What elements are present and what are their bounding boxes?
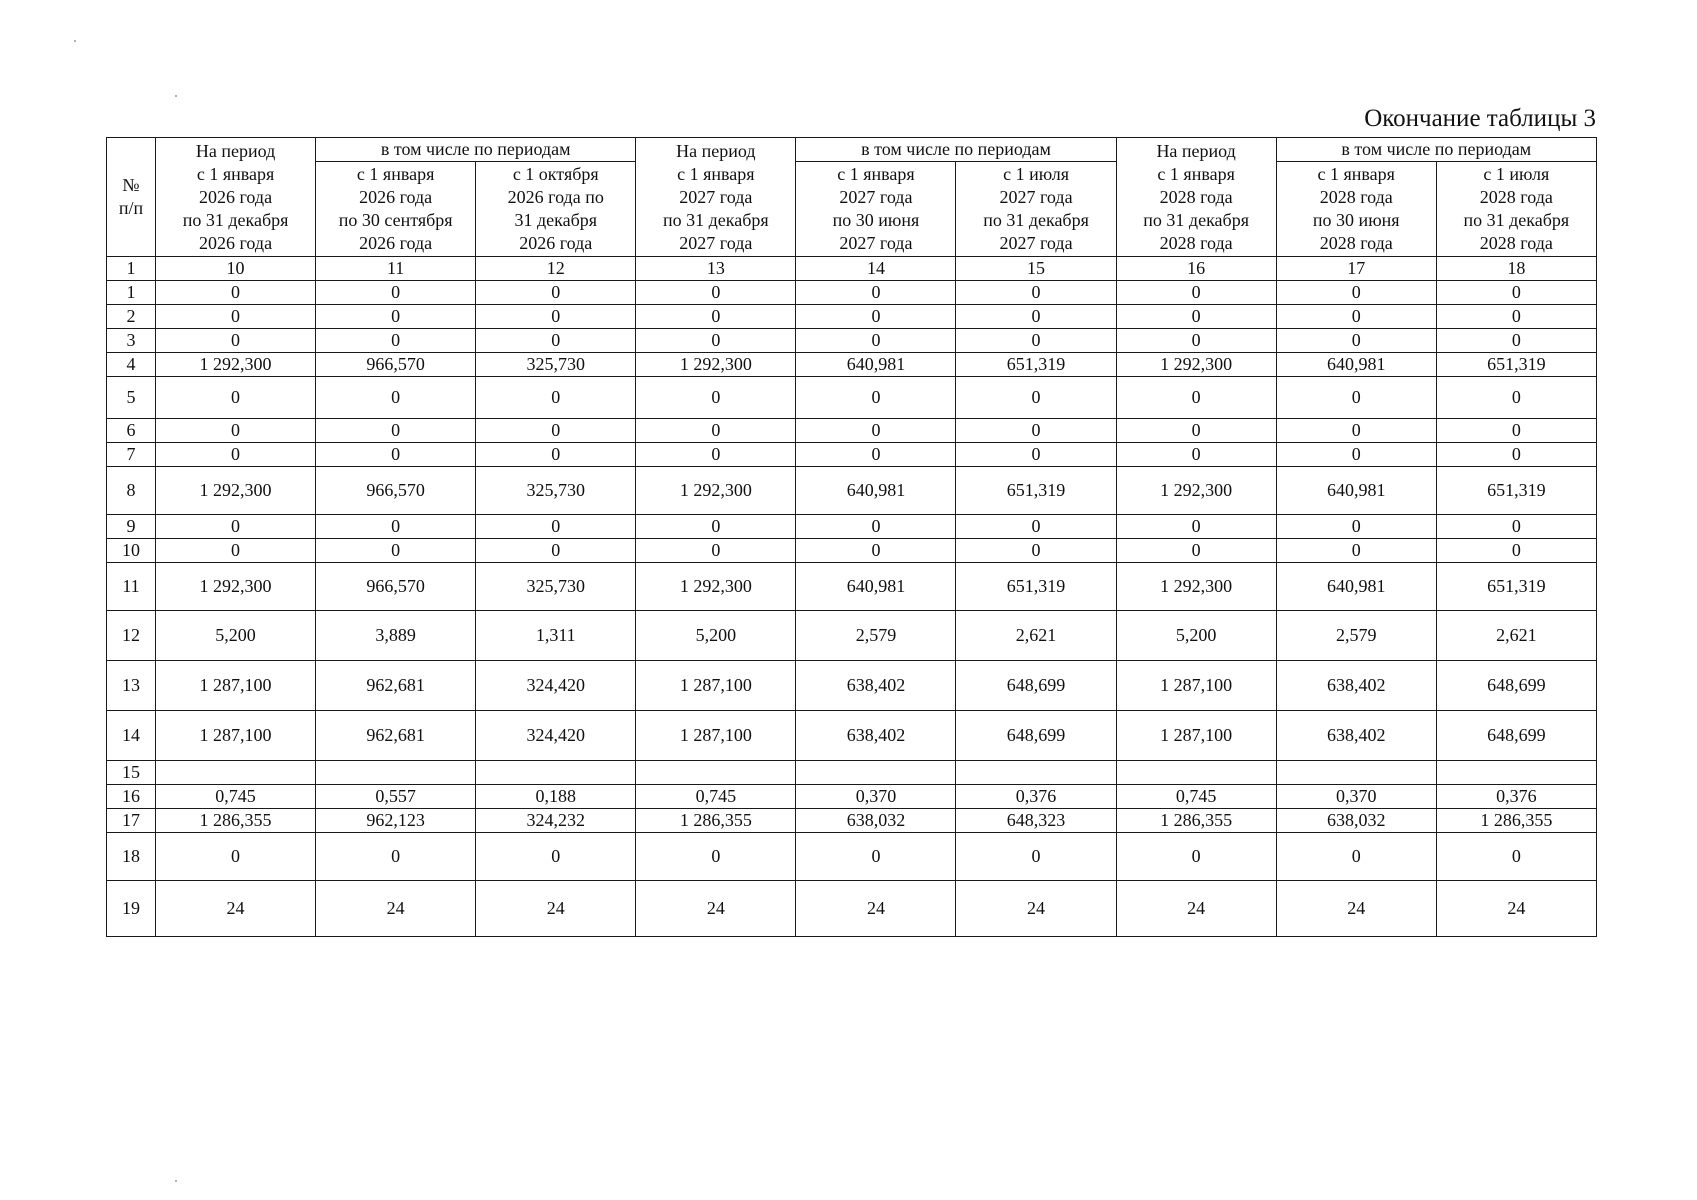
table-cell: 0 xyxy=(796,515,956,539)
table-cell: 0 xyxy=(1436,377,1596,419)
table-cell: 1,311 xyxy=(476,611,636,661)
table-cell: 0 xyxy=(796,329,956,353)
table-cell: 2,579 xyxy=(1276,611,1436,661)
table-cell: 2,621 xyxy=(956,611,1116,661)
column-number: 16 xyxy=(1116,257,1276,281)
row-number-cell: 4 xyxy=(107,353,156,377)
table-cell: 0 xyxy=(636,329,796,353)
header-period-total-2026: На период с 1 января 2026 года по 31 декабря 2026 года xyxy=(156,138,316,257)
table-cell: 651,319 xyxy=(1436,467,1596,515)
table-cell: 0 xyxy=(796,419,956,443)
row-number-cell: 7 xyxy=(107,443,156,467)
row-number-cell: 3 xyxy=(107,329,156,353)
table-cell: 24 xyxy=(956,881,1116,937)
table-cell xyxy=(956,761,1116,785)
table-cell: 1 287,100 xyxy=(1116,711,1276,761)
table-cell: 0,745 xyxy=(1116,785,1276,809)
column-number: 14 xyxy=(796,257,956,281)
table-cell: 24 xyxy=(1436,881,1596,937)
row-number-cell: 11 xyxy=(107,563,156,611)
table-cell: 651,319 xyxy=(956,467,1116,515)
table-cell: 0 xyxy=(1116,443,1276,467)
table-cell: 0 xyxy=(796,539,956,563)
header-period-2028-part-2: с 1 июля 2028 года по 31 декабря 2028 года xyxy=(1436,162,1596,257)
table-cell: 5,200 xyxy=(1116,611,1276,661)
table-cell: 0 xyxy=(476,833,636,881)
header-period-2028-part-1: с 1 января 2028 года по 30 июня 2028 года xyxy=(1276,162,1436,257)
header-period-total-2028: На период с 1 января 2028 года по 31 декабря 2028 года xyxy=(1116,138,1276,257)
table-cell: 648,699 xyxy=(956,661,1116,711)
table-cell: 640,981 xyxy=(1276,467,1436,515)
table-cell: 0 xyxy=(476,305,636,329)
header-subgroup-2026: в том числе по периодам xyxy=(316,138,636,162)
table-cell: 1 286,355 xyxy=(1116,809,1276,833)
table-cell: 324,420 xyxy=(476,661,636,711)
column-number: 13 xyxy=(636,257,796,281)
table-cell: 648,323 xyxy=(956,809,1116,833)
table-cell xyxy=(476,761,636,785)
table-cell: 1 292,300 xyxy=(636,563,796,611)
table-cell xyxy=(636,761,796,785)
table-cell: 0 xyxy=(636,419,796,443)
table-row xyxy=(107,539,1597,563)
table-cell: 1 292,300 xyxy=(636,353,796,377)
table-cell: 0 xyxy=(956,329,1116,353)
table-cell: 3,889 xyxy=(316,611,476,661)
table-cell: 325,730 xyxy=(476,467,636,515)
table-cell: 5,200 xyxy=(156,611,316,661)
table-cell: 24 xyxy=(1276,881,1436,937)
table-cell: 0,370 xyxy=(796,785,956,809)
table-cell: 0 xyxy=(316,377,476,419)
row-number-cell: 1 xyxy=(107,281,156,305)
table-cell: 0,745 xyxy=(636,785,796,809)
header-period-total-2027: На период с 1 января 2027 года по 31 декабря 2027 года xyxy=(636,138,796,257)
table-cell: 0 xyxy=(1116,281,1276,305)
table-cell: 0,188 xyxy=(476,785,636,809)
table-cell: 0 xyxy=(1436,443,1596,467)
table-cell: 0 xyxy=(316,281,476,305)
table-body xyxy=(107,281,1597,937)
table-cell: 638,402 xyxy=(796,711,956,761)
row-number-cell: 9 xyxy=(107,515,156,539)
table-cell: 0 xyxy=(316,833,476,881)
table-row xyxy=(107,353,1597,377)
table-cell: 648,699 xyxy=(956,711,1116,761)
table-cell: 651,319 xyxy=(1436,563,1596,611)
table-cell: 24 xyxy=(796,881,956,937)
table-cell: 0 xyxy=(476,377,636,419)
table-row xyxy=(107,881,1597,937)
table-row xyxy=(107,281,1597,305)
table-row xyxy=(107,467,1597,515)
table-cell: 0 xyxy=(156,329,316,353)
table-cell: 0,557 xyxy=(316,785,476,809)
table-cell: 0 xyxy=(1276,419,1436,443)
table-cell: 0 xyxy=(156,281,316,305)
column-number: 1 xyxy=(107,257,156,281)
table-row xyxy=(107,305,1597,329)
table-cell: 0 xyxy=(956,377,1116,419)
table-cell: 0 xyxy=(636,833,796,881)
table-cell: 0 xyxy=(636,515,796,539)
table-cell: 0 xyxy=(316,329,476,353)
table-cell: 0 xyxy=(796,833,956,881)
table-cell: 0 xyxy=(156,833,316,881)
table-cell: 966,570 xyxy=(316,467,476,515)
table-cell: 962,681 xyxy=(316,661,476,711)
table-cell: 0,376 xyxy=(956,785,1116,809)
table-row xyxy=(107,443,1597,467)
row-number-cell: 8 xyxy=(107,467,156,515)
table-cell: 640,981 xyxy=(1276,353,1436,377)
column-number: 11 xyxy=(316,257,476,281)
row-number-cell: 6 xyxy=(107,419,156,443)
table-cell: 1 287,100 xyxy=(1116,661,1276,711)
table-cell: 0 xyxy=(636,377,796,419)
table-cell: 0 xyxy=(956,515,1116,539)
table-cell: 962,681 xyxy=(316,711,476,761)
table-cell: 1 286,355 xyxy=(636,809,796,833)
table-cell: 0 xyxy=(316,515,476,539)
table-cell: 0 xyxy=(1116,515,1276,539)
table-cell: 1 292,300 xyxy=(156,467,316,515)
table-cell: 1 286,355 xyxy=(156,809,316,833)
table-cell: 0 xyxy=(956,281,1116,305)
table-cell: 0 xyxy=(156,305,316,329)
table-cell: 0 xyxy=(476,329,636,353)
table-cell: 0 xyxy=(476,419,636,443)
table-cell: 0 xyxy=(156,377,316,419)
table-cell: 640,981 xyxy=(796,467,956,515)
row-number-cell: 19 xyxy=(107,881,156,937)
table-cell: 638,402 xyxy=(1276,711,1436,761)
table-cell: 0 xyxy=(156,539,316,563)
table-cell: 0 xyxy=(1436,539,1596,563)
table-row xyxy=(107,329,1597,353)
row-number-cell: 18 xyxy=(107,833,156,881)
table-cell: 0 xyxy=(1116,377,1276,419)
table-cell xyxy=(1276,761,1436,785)
table-row xyxy=(107,661,1597,711)
table-cell: 0 xyxy=(476,443,636,467)
table-cell xyxy=(156,761,316,785)
data-table xyxy=(106,137,1597,937)
row-number-cell: 5 xyxy=(107,377,156,419)
table-cell: 0 xyxy=(1116,305,1276,329)
table-row xyxy=(107,563,1597,611)
table-cell: 640,981 xyxy=(796,563,956,611)
row-number-cell: 13 xyxy=(107,661,156,711)
table-cell: 0,370 xyxy=(1276,785,1436,809)
table-cell: 1 292,300 xyxy=(1116,563,1276,611)
table-cell: 0 xyxy=(1116,833,1276,881)
header-period-2026-part-1: с 1 января 2026 года по 30 сентября 2026 года xyxy=(316,162,476,257)
row-number-cell: 12 xyxy=(107,611,156,661)
table-cell xyxy=(1116,761,1276,785)
table-cell: 24 xyxy=(156,881,316,937)
column-number: 10 xyxy=(156,257,316,281)
table-cell xyxy=(1436,761,1596,785)
table-cell: 648,699 xyxy=(1436,661,1596,711)
table-cell: 0 xyxy=(1276,515,1436,539)
table-cell: 0 xyxy=(956,443,1116,467)
table-cell: 0 xyxy=(796,377,956,419)
table-cell: 24 xyxy=(316,881,476,937)
table-cell: 0 xyxy=(1116,419,1276,443)
table-row xyxy=(107,833,1597,881)
table-cell: 0 xyxy=(316,539,476,563)
table-cell: 1 292,300 xyxy=(636,467,796,515)
table-cell: 648,699 xyxy=(1436,711,1596,761)
table-cell: 638,402 xyxy=(796,661,956,711)
table-cell: 0 xyxy=(316,443,476,467)
table-cell: 5,200 xyxy=(636,611,796,661)
table-cell: 651,319 xyxy=(1436,353,1596,377)
table-cell: 0 xyxy=(1436,281,1596,305)
row-number-cell: 2 xyxy=(107,305,156,329)
table-cell: 966,570 xyxy=(316,563,476,611)
table-cell: 0 xyxy=(1276,281,1436,305)
column-number-row xyxy=(107,257,1597,281)
table-cell: 24 xyxy=(1116,881,1276,937)
row-number-cell: 17 xyxy=(107,809,156,833)
header-row-number: № п/п xyxy=(107,138,156,257)
table-cell: 0 xyxy=(1276,539,1436,563)
table-cell: 0 xyxy=(796,305,956,329)
table-cell: 2,579 xyxy=(796,611,956,661)
table-cell: 0 xyxy=(1276,377,1436,419)
table-cell: 640,981 xyxy=(796,353,956,377)
table-cell: 0 xyxy=(1436,329,1596,353)
table-cell: 0 xyxy=(476,515,636,539)
table-cell: 325,730 xyxy=(476,353,636,377)
column-number: 18 xyxy=(1436,257,1596,281)
table-cell: 0 xyxy=(316,419,476,443)
table-row xyxy=(107,809,1597,833)
table-row xyxy=(107,785,1597,809)
table-cell: 0 xyxy=(956,419,1116,443)
table-cell: 0 xyxy=(156,419,316,443)
table-cell: 0 xyxy=(476,539,636,563)
table-cell: 962,123 xyxy=(316,809,476,833)
table-cell: 1 292,300 xyxy=(156,353,316,377)
table-cell: 0,745 xyxy=(156,785,316,809)
row-number-cell: 14 xyxy=(107,711,156,761)
table-cell: 0 xyxy=(1116,329,1276,353)
table-cell: 0 xyxy=(1436,305,1596,329)
table-cell: 0 xyxy=(796,443,956,467)
column-number: 15 xyxy=(956,257,1116,281)
table-cell: 0 xyxy=(956,833,1116,881)
table-cell: 24 xyxy=(636,881,796,937)
table-cell: 0 xyxy=(1276,443,1436,467)
table-cell xyxy=(316,761,476,785)
table-cell: 0,376 xyxy=(1436,785,1596,809)
table-cell: 1 292,300 xyxy=(1116,467,1276,515)
row-number-cell: 16 xyxy=(107,785,156,809)
table-cell: 0 xyxy=(1276,305,1436,329)
table-cell: 0 xyxy=(1116,539,1276,563)
scan-speck xyxy=(175,1180,177,1182)
table-cell: 0 xyxy=(956,539,1116,563)
table-cell: 651,319 xyxy=(956,563,1116,611)
table-cell: 0 xyxy=(1436,833,1596,881)
table-cell: 0 xyxy=(796,281,956,305)
table-cell: 1 286,355 xyxy=(1436,809,1596,833)
table-cell: 0 xyxy=(636,443,796,467)
table-cell: 0 xyxy=(636,539,796,563)
header-period-2027-part-2: с 1 июля 2027 года по 31 декабря 2027 года xyxy=(956,162,1116,257)
table-cell: 1 292,300 xyxy=(1116,353,1276,377)
header-period-2027-part-1: с 1 января 2027 года по 30 июня 2027 года xyxy=(796,162,956,257)
row-number-cell: 10 xyxy=(107,539,156,563)
table-row xyxy=(107,377,1597,419)
table-cell: 638,032 xyxy=(796,809,956,833)
table-cell: 0 xyxy=(1276,833,1436,881)
header-period-2026-part-2: с 1 октября 2026 года по 31 декабря 2026 года xyxy=(476,162,636,257)
table-cell: 0 xyxy=(156,443,316,467)
table-cell: 324,420 xyxy=(476,711,636,761)
table-cell: 640,981 xyxy=(1276,563,1436,611)
table-cell: 0 xyxy=(636,281,796,305)
scan-speck xyxy=(175,95,177,97)
table-cell: 1 287,100 xyxy=(156,661,316,711)
table-row xyxy=(107,761,1597,785)
table-cell: 638,402 xyxy=(1276,661,1436,711)
table-cell: 324,232 xyxy=(476,809,636,833)
table-cell xyxy=(796,761,956,785)
table-cell: 966,570 xyxy=(316,353,476,377)
table-cell: 1 287,100 xyxy=(636,661,796,711)
table-row xyxy=(107,515,1597,539)
table-cell: 651,319 xyxy=(956,353,1116,377)
table-cell: 0 xyxy=(1276,329,1436,353)
table-cell: 0 xyxy=(1436,419,1596,443)
table-cell: 1 292,300 xyxy=(156,563,316,611)
table-cell: 0 xyxy=(316,305,476,329)
column-number: 12 xyxy=(476,257,636,281)
table-row xyxy=(107,419,1597,443)
table-cell: 1 287,100 xyxy=(156,711,316,761)
table-row xyxy=(107,711,1597,761)
table-cell: 325,730 xyxy=(476,563,636,611)
table-cell: 0 xyxy=(636,305,796,329)
table-cell: 0 xyxy=(1436,515,1596,539)
row-number-cell: 15 xyxy=(107,761,156,785)
table-cell: 0 xyxy=(476,281,636,305)
column-number: 17 xyxy=(1276,257,1436,281)
header-subgroup-2027: в том числе по периодам xyxy=(796,138,1116,162)
header-subgroup-2028: в том числе по периодам xyxy=(1276,138,1596,162)
table-caption: Окончание таблицы 3 xyxy=(1364,105,1596,132)
table-cell: 2,621 xyxy=(1436,611,1596,661)
table-cell: 1 287,100 xyxy=(636,711,796,761)
table-cell: 0 xyxy=(156,515,316,539)
table-cell: 24 xyxy=(476,881,636,937)
table-row xyxy=(107,611,1597,661)
table-cell: 638,032 xyxy=(1276,809,1436,833)
table-cell: 0 xyxy=(956,305,1116,329)
scan-speck xyxy=(74,40,76,42)
